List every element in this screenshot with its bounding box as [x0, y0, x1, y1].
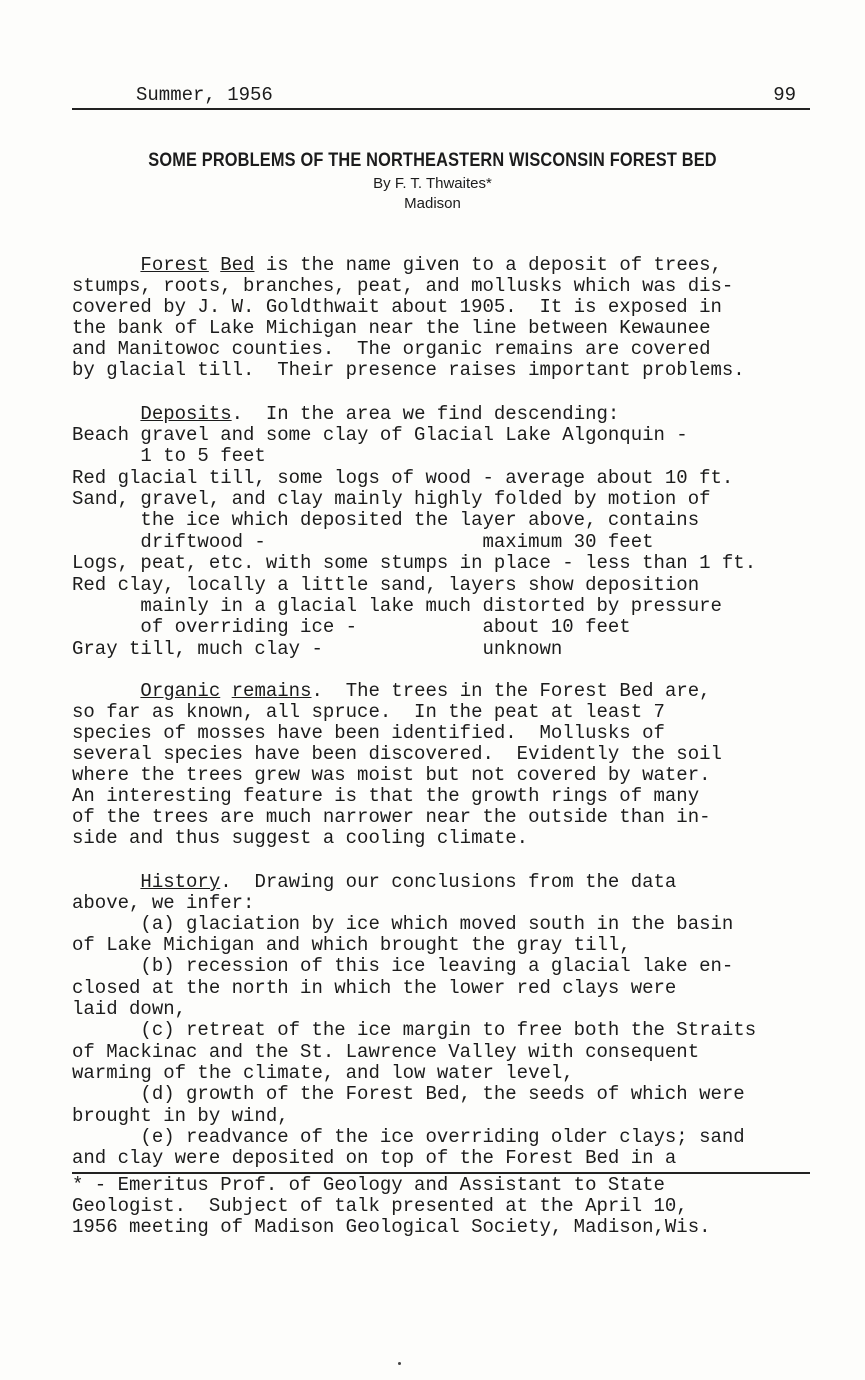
- deposits-line: Gray till, much clay - unknown: [72, 638, 563, 660]
- history-line: warming of the climate, and low water level,: [72, 1062, 574, 1084]
- author-byline: By F. T. Thwaites*: [373, 175, 492, 192]
- footnote-line: 1956 meeting of Madison Geological Society, Madison,Wis.: [72, 1216, 711, 1238]
- deposits-line: Deposits. In the area we find descending:: [140, 403, 620, 425]
- running-header: [72, 82, 810, 110]
- title-block: [0, 150, 865, 212]
- deposits-line: Red clay, locally a little sand, layers show deposition: [72, 574, 700, 596]
- history-line: brought in by wind,: [72, 1105, 289, 1127]
- history-line: (d) growth of the Forest Bed, the seeds of which were: [72, 1083, 745, 1105]
- para1-line: and Manitowoc counties. The organic remains are covered: [72, 338, 711, 360]
- organic-line: where the trees grew was moist but not covered by water.: [72, 764, 711, 786]
- para1-line: Forest Bed is the name given to a deposit of trees,: [140, 254, 722, 276]
- organic-line: side and thus suggest a cooling climate.: [72, 827, 529, 849]
- deposits-line: Sand, gravel, and clay mainly highly folded by motion of: [72, 488, 711, 510]
- section-heading: Forest: [140, 254, 209, 276]
- page-number: 99: [773, 84, 796, 106]
- para1-line: stumps, roots, branches, peat, and mollusks which was dis-: [72, 275, 734, 297]
- history-line: closed at the north in which the lower red clays were: [72, 977, 677, 999]
- organic-line: Organic remains. The trees in the Forest Bed are,: [140, 680, 711, 702]
- deposits-line: Beach gravel and some clay of Glacial Lake Algonquin -: [72, 424, 688, 446]
- issue-date: Summer, 1956: [136, 84, 273, 106]
- organic-line: An interesting feature is that the growth rings of many: [72, 785, 700, 807]
- history-line: (b) recession of this ice leaving a glacial lake en-: [72, 955, 734, 977]
- para1-line: the bank of Lake Michigan near the line between Kewaunee: [72, 317, 711, 339]
- section-heading: Bed: [220, 254, 255, 276]
- organic-line: species of mosses have been identified. Mollusks of: [72, 722, 665, 744]
- deposits-line: of overriding ice - about 10 feet: [72, 616, 631, 638]
- history-line: laid down,: [72, 998, 187, 1020]
- history-line: and clay were deposited on top of the Forest Bed in a: [72, 1147, 677, 1169]
- organic-line: of the trees are much narrower near the outside than in-: [72, 806, 711, 828]
- history-line: above, we infer:: [72, 892, 255, 914]
- deposits-line: Logs, peat, etc. with some stumps in place - less than 1 ft.: [72, 552, 757, 574]
- article-title: SOME PROBLEMS OF THE NORTHEASTERN WISCONSIN FOREST BED: [148, 150, 717, 171]
- para1-line: by glacial till. Their presence raises important problems.: [72, 359, 745, 381]
- history-line: History. Drawing our conclusions from the data: [140, 871, 677, 893]
- history-line: (c) retreat of the ice margin to free both the Straits: [72, 1019, 757, 1041]
- para1-line: covered by J. W. Goldthwait about 1905. It is exposed in: [72, 296, 722, 318]
- deposits-line: Red glacial till, some logs of wood - average about 10 ft.: [72, 467, 734, 489]
- scan-speck: [398, 1362, 401, 1365]
- deposits-line: driftwood - maximum 30 feet: [72, 531, 654, 553]
- history-line: of Mackinac and the St. Lawrence Valley with consequent: [72, 1041, 700, 1063]
- footnote-line: * - Emeritus Prof. of Geology and Assistant to State: [72, 1174, 665, 1196]
- section-heading: remains: [231, 680, 312, 702]
- section-heading: Organic: [140, 680, 221, 702]
- organic-line: several species have been discovered. Evidently the soil: [72, 743, 722, 765]
- deposits-line: 1 to 5 feet: [72, 445, 266, 467]
- section-heading: History: [140, 871, 221, 893]
- footnote-line: Geologist. Subject of talk presented at the April 10,: [72, 1195, 688, 1217]
- deposits-line: the ice which deposited the layer above, contains: [72, 509, 700, 531]
- deposits-line: mainly in a glacial lake much distorted by pressure: [72, 595, 722, 617]
- section-heading: Deposits: [140, 403, 232, 425]
- author-location: Madison: [404, 195, 461, 212]
- history-line: (e) readvance of the ice overriding older clays; sand: [72, 1126, 745, 1148]
- history-line: (a) glaciation by ice which moved south in the basin: [72, 913, 734, 935]
- organic-line: so far as known, all spruce. In the peat at least 7: [72, 701, 665, 723]
- history-line: of Lake Michigan and which brought the gray till,: [72, 934, 631, 956]
